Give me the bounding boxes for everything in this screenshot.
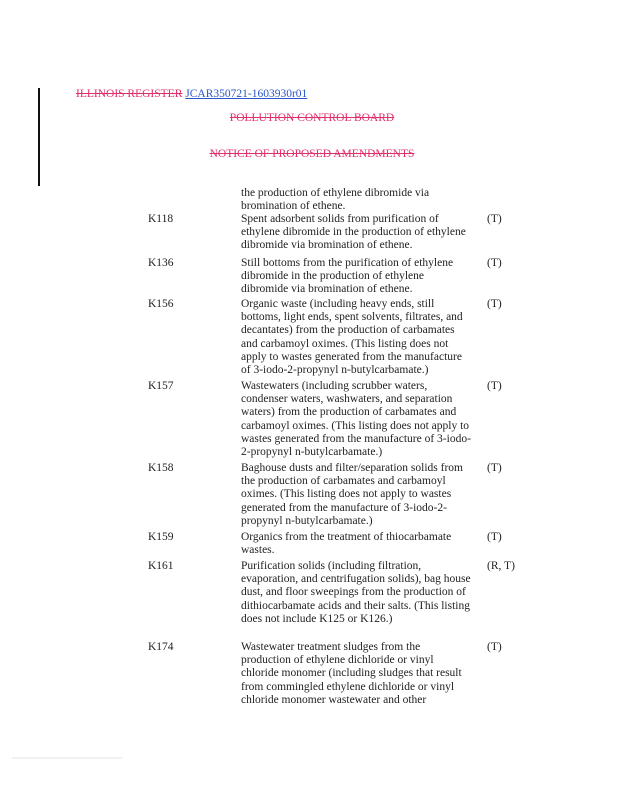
waste-description: Purification solids (including filtration, evaporation, and centrifugation solids), bag house dust, and floor sweepings from the production of dithiocarbamate acids and their salts. (This listing does not include K125 or K126.) (241, 560, 471, 625)
continuation-text: the production of ethylene dibromide via bromination of ethene. (241, 187, 430, 213)
register-header (76, 88, 307, 100)
waste-description: Spent adsorbent solids from purification of ethylene dibromide in the production of ethylene dibromide via bromination of ethene. (241, 213, 466, 252)
waste-code: K157 (148, 380, 174, 392)
notice-text: NOTICE OF PROPOSED AMENDMENTS (209, 148, 415, 160)
register-inserted-text[interactable]: JCAR350721-1603930r01 (185, 88, 308, 100)
waste-code: K118 (148, 213, 174, 225)
hazard-code: (T) (487, 257, 502, 269)
hazard-code: (T) (487, 380, 502, 392)
waste-code: K156 (148, 298, 174, 310)
hazard-code: (R, T) (487, 560, 515, 572)
register-struck-text: ILLINOIS REGISTER (76, 88, 183, 100)
waste-code: K159 (148, 531, 174, 543)
waste-description: Wastewaters (including scrubber waters, condenser waters, washwaters, and separation waters) from the production of carbamates and carbamoyl oximes. (This listing does not apply to wastes generated from the manufacture of 3-iodo-2-propynyl n-butylcarbamate.) (241, 380, 471, 459)
waste-code: K174 (148, 641, 174, 653)
hazard-code: (T) (487, 531, 502, 543)
waste-code: K161 (148, 560, 174, 572)
board-header (0, 112, 624, 124)
hazard-code: (T) (487, 462, 502, 474)
waste-code: K158 (148, 462, 174, 474)
waste-description: Organics from the treatment of thiocarbamate wastes. (241, 531, 452, 557)
waste-description: Wastewater treatment sludges from the production of ethylene dichloride or vinyl chloride monomer (including sludges that result from commingled ethylene dichloride or vinyl chloride monomer wastewater and other (241, 641, 462, 706)
board-text: POLLUTION CONTROL BOARD (229, 112, 395, 124)
waste-description: Baghouse dusts and filter/separation solids from the production of carbamates and carbamoyl oximes. (This listing does not apply to wastes generated from the manufacture of 3-iodo-2-propynyl n-butylcarbamate.) (241, 462, 463, 527)
waste-description: Organic waste (including heavy ends, still bottoms, light ends, spent solvents, filtrates, and decantates) from the production of carbamates and carbamoyl oximes. (This listing does not apply to wastes generated from the manufacture of 3-iodo-2-propynyl n-butylcarbamate.) (241, 298, 463, 377)
page-footer-mark (12, 757, 122, 759)
revision-bar (38, 88, 40, 186)
waste-code: K136 (148, 257, 174, 269)
notice-header (0, 148, 624, 160)
hazard-code: (T) (487, 213, 502, 225)
hazard-code: (T) (487, 641, 502, 653)
waste-description: Still bottoms from the purification of ethylene dibromide in the production of ethylene dibromide via bromination of ethene. (241, 257, 454, 296)
hazard-code: (T) (487, 298, 502, 310)
